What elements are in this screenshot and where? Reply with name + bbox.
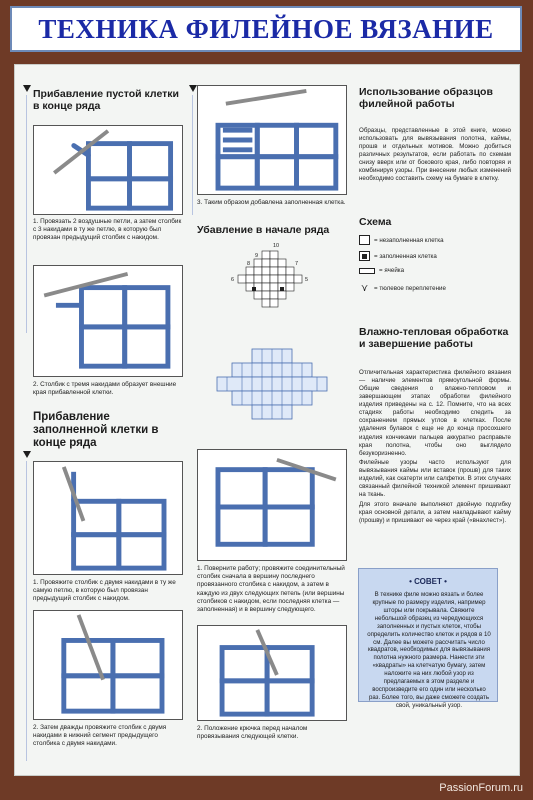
section-finishing-body: Отличительная характеристика филейного вязания — наличие элементов прямоугольной формы. Общие сведения о влажно-тепловом и завершающем этапах обработки филейного изделия приведены на с. 12. Помните, что на всех стадиях работы необходимо следить за сохранением прямых углов в клетках. После удаления булавок с еще не до конца просохшего изделия кончиками пальцев аккуратно расправьте края полотна, чтобы оно выглядело безукоризненно. <box>359 369 511 457</box>
row-number: 10 <box>273 243 280 249</box>
row-number: 7 <box>295 261 299 267</box>
caption-step-3: 1. Провяжите столбик с двумя накидами в ту же самую петлю, в которую был провязан предыдущий столбик с накидом. <box>33 579 176 603</box>
section-decrease-title: Убавление в начале ряда <box>197 224 330 236</box>
legend-mesh: = ячейка <box>359 267 404 274</box>
page-title: ТЕХНИКА ФИЛЕЙНОЕ ВЯЗАНИЕ <box>38 13 494 44</box>
section-finishing-body-3: Для этого вначале выполняют двойную подгибку края основной детали, а затем накладывают кайму (прошву) и пришивают ее через край («внахлест»). <box>359 501 511 525</box>
divider-line <box>192 95 193 215</box>
crochet-photo-illustration <box>198 86 346 194</box>
section-finishing-body-2: Филейные узоры часто используют для вывязывания каймы или вставок (прошв) для таких изделий, как скатерти или салфетки. В этих случаях связанный филейной техникой элемент пришивают на ткань. <box>359 459 511 499</box>
row-number: 6 <box>231 277 235 283</box>
page-banner <box>10 6 522 52</box>
mesh-icon <box>359 268 375 274</box>
row-number: 8 <box>247 261 251 267</box>
photo-step-6 <box>197 449 347 561</box>
step-arrow-icon <box>23 451 31 458</box>
caption-step-1: 1. Провязать 2 воздушные петли, а затем столбик с 3 накидами в ту же петлю, в которую был провязан предыдущий столбик с накидом. <box>33 218 182 242</box>
photo-step-1 <box>33 125 183 215</box>
empty-cell-icon <box>359 235 370 245</box>
caption-step-5: 3. Таким образом добавлена заполненная клетка. <box>197 199 346 206</box>
chart-cross-pattern <box>197 339 347 439</box>
caption-step-2: 2. Столбик с тремя накидами образует внешние края прибавленной клетки. <box>33 381 177 397</box>
caption-step-4: 2. Затем дважды провяжите столбик с двумя накидами в нижний сегмент предыдущего столбика с двумя накидами. <box>33 724 167 748</box>
filled-cell-icon <box>359 251 370 261</box>
photo-step-7 <box>197 625 347 721</box>
crochet-photo-illustration <box>198 450 346 560</box>
crochet-photo-illustration <box>34 126 182 214</box>
photo-step-2 <box>33 265 183 377</box>
legend-tulle-weave: ⋎ = тюлевое переплетение <box>360 282 446 294</box>
section-usage-title: Использование образцов филейной работы <box>359 86 493 110</box>
section-finishing-title: Влажно-тепловая обработка и завершение работы <box>359 326 509 350</box>
advice-box <box>358 568 498 709</box>
step-arrow-icon <box>23 85 31 92</box>
caption-step-7: 2. Положение крючка перед началом провязывания следующей клетки. <box>197 725 308 741</box>
photo-step-5 <box>197 85 347 195</box>
section-scheme-title: Схема <box>359 216 392 228</box>
tulle-weave-icon: ⋎ <box>360 282 369 294</box>
filet-chart-diagram <box>197 243 347 335</box>
row-number: 9 <box>255 253 259 259</box>
crochet-photo-illustration <box>34 611 182 719</box>
advice-text: В технике филе можно вязать и более крупные по размеру изделия, например шторы или покрывала. Свяжите небольшой образец из чередующихся заполненных и пустых клеток, чтобы определить количество клеток и рядов в 10 см. Далее вы можете рассчитать число квадратов, необходимых для вывязывания полотна нужного размера. Нанести эти «квадраты» на клетчатую бумагу, затем наложите на них любой узор из предлагаемых в этом разделе и воспроизведите его один или несколько раз. Более того, вы даже сможете создать свой, уникальный узор. <box>367 591 491 709</box>
advice-title: • СОВЕТ • <box>409 577 447 586</box>
section-usage-body: Образцы, представленные в этой книге, можно использовать для вывязывания полотна, каймы, прошв и отдельных мотивов. Можно добиться различных результатов, если работать по схемам снизу вверх или от бокового края, либо повторяя и комбинируя узоры. При внесении любых изменений необходимо составить схему на бумаге в клетку. <box>359 127 511 183</box>
crochet-photo-illustration <box>34 266 182 376</box>
photo-step-4 <box>33 610 183 720</box>
crochet-photo-illustration <box>34 462 182 574</box>
filet-chart-diagram <box>197 339 347 439</box>
watermark-text: PassionForum.ru <box>439 782 523 794</box>
caption-step-6: 1. Поверните работу; провяжите соединительный столбик сначала в вершину последнего провязанного столбика с накидом, а затем в каждую из двух следующих петель (или вершины столбиков с накидом, если последняя клетка — заполненная) и в вершину следующего. <box>197 565 345 613</box>
step-arrow-icon <box>189 85 197 92</box>
legend-empty-cell: = незаполненная клетка <box>359 235 444 245</box>
divider-line <box>26 461 27 761</box>
section-add-empty-cell-title: Прибавление пустой клетки в конце ряда <box>33 88 180 112</box>
divider-line <box>26 95 27 333</box>
photo-step-3 <box>33 461 183 575</box>
section-add-filled-cell-title: Прибавление заполненной клетки в конце ряда <box>33 411 159 449</box>
crochet-photo-illustration <box>198 626 346 720</box>
legend-filled-cell: = заполненная клетка <box>359 251 437 261</box>
chart-diamond-pattern <box>197 243 347 335</box>
row-number: 5 <box>305 277 309 283</box>
